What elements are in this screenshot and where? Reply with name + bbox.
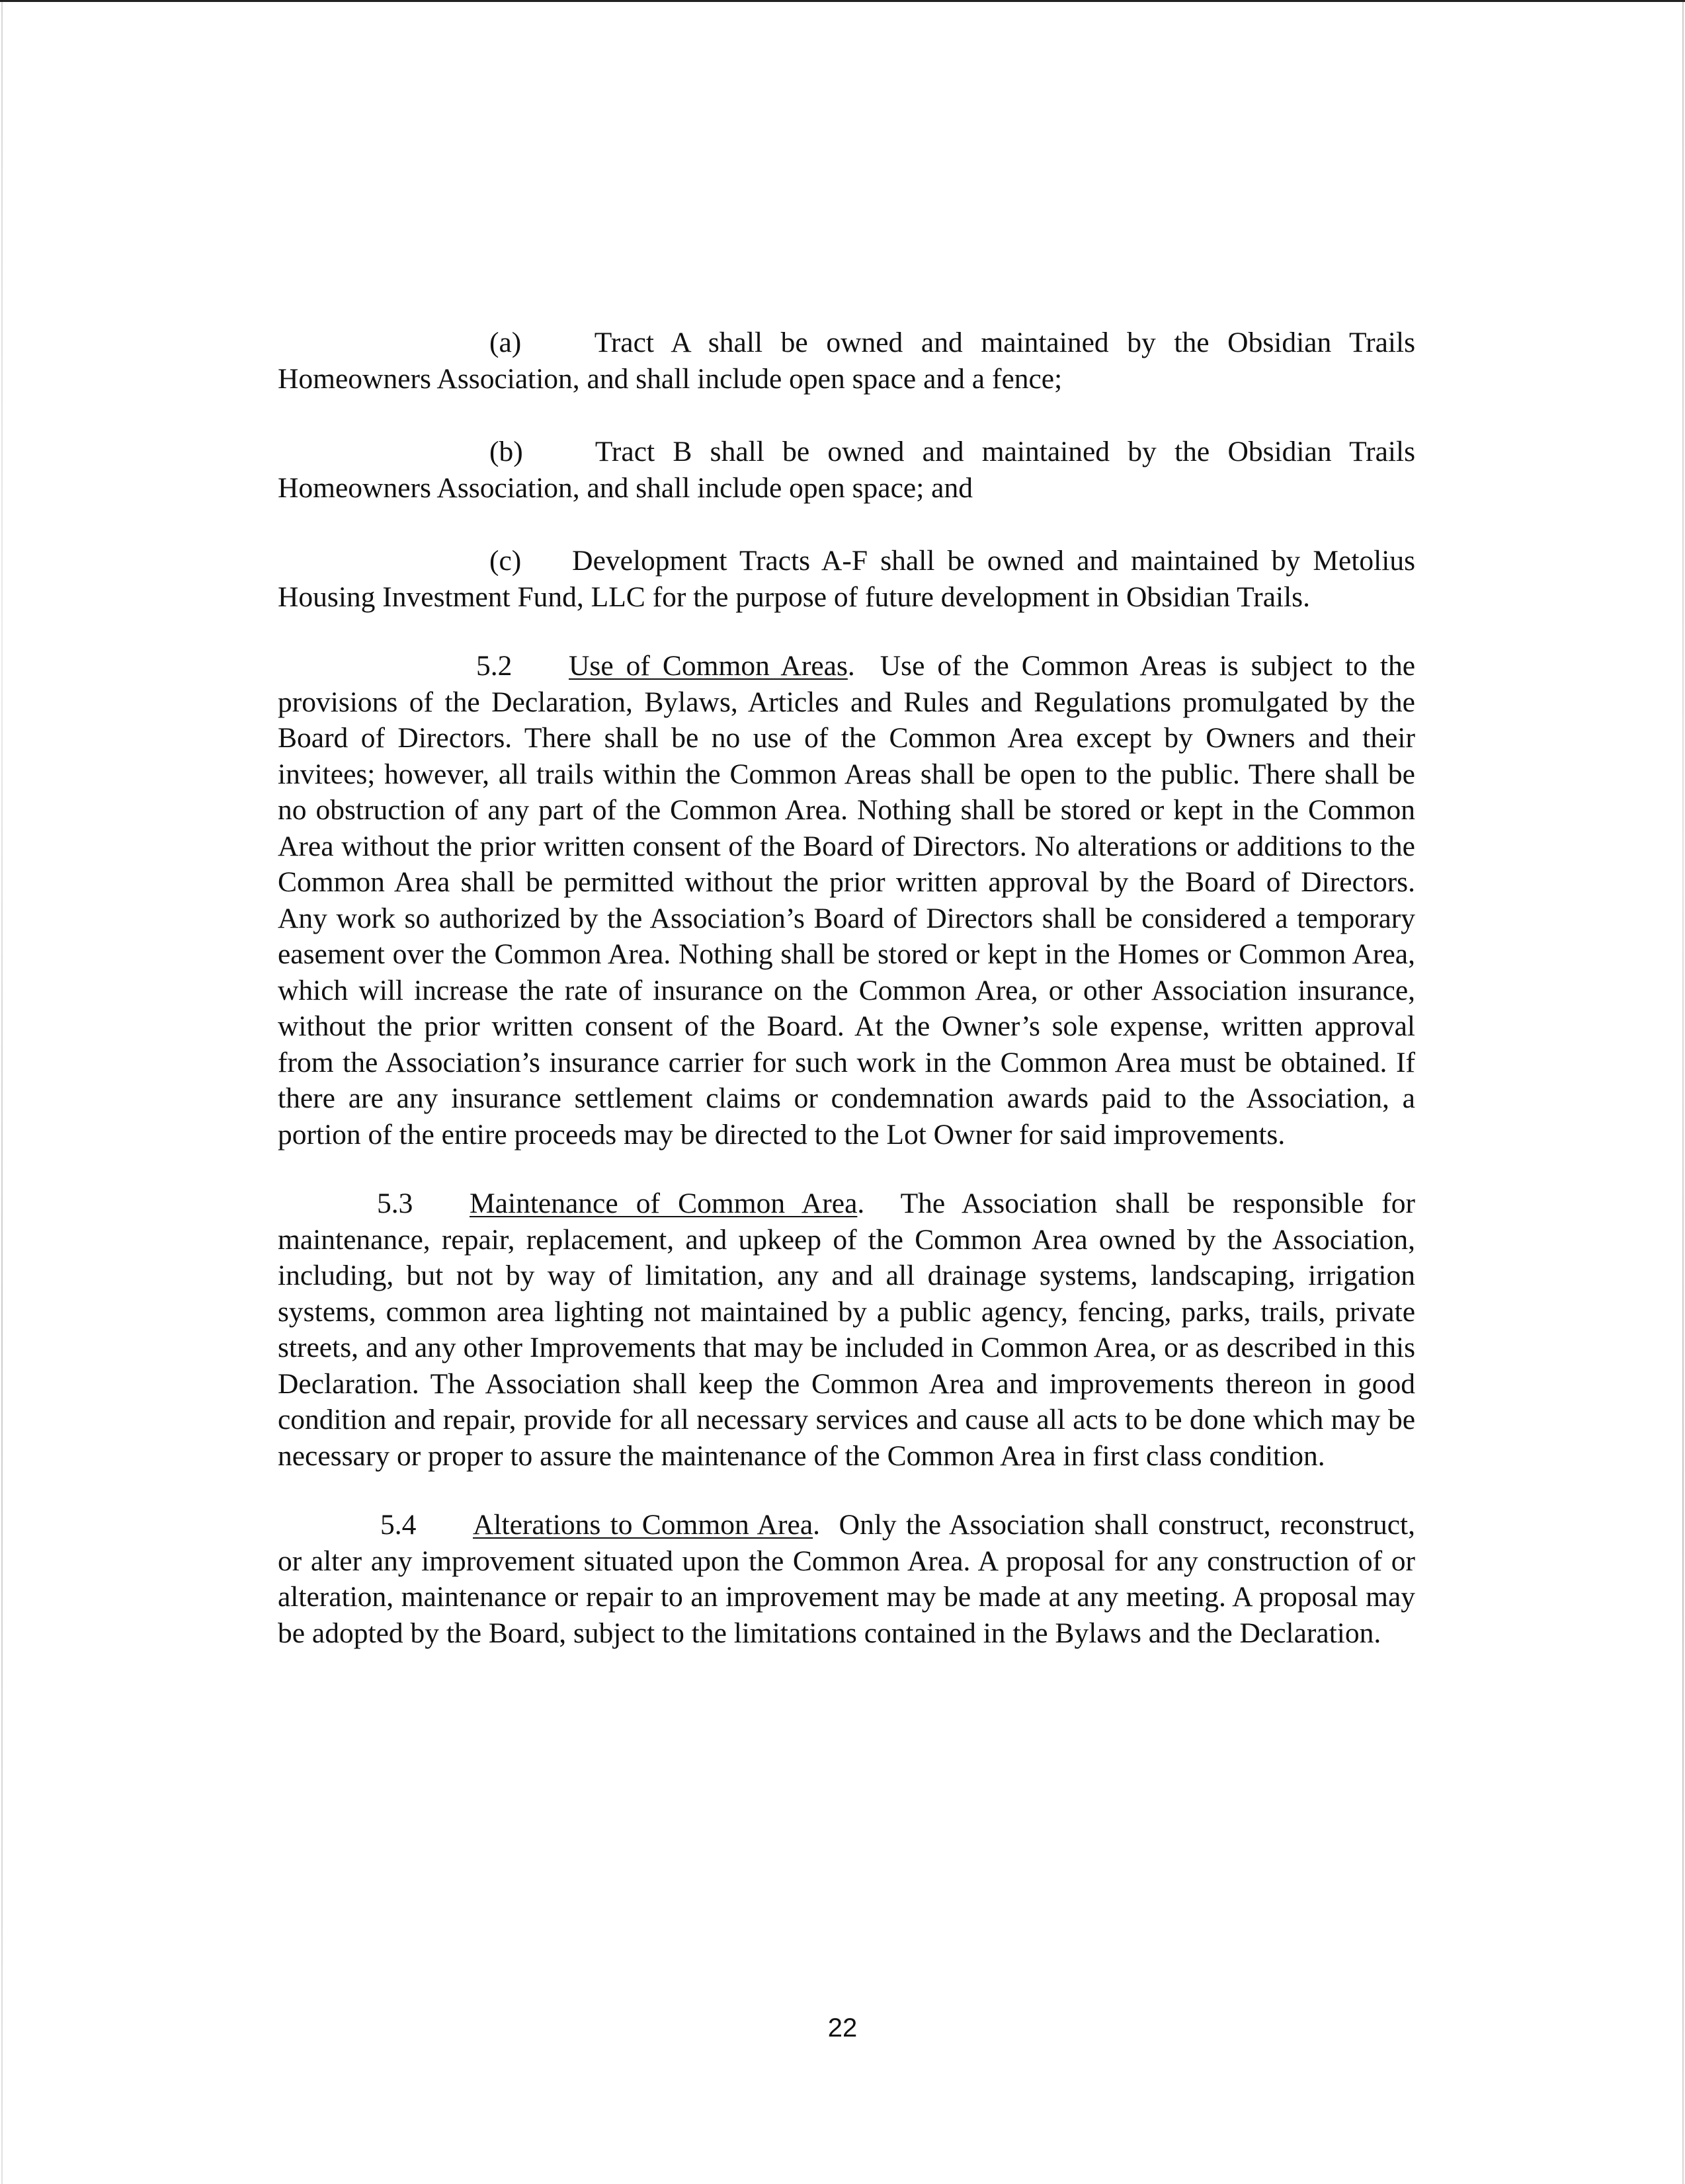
section-5-4-body: Only the Association shall construct, reconstruct, or alter any improvement situated upon the Common Area. A proposal for any construction of or alteration, maintenance or repair to an improvement may be made at any meeting. A proposal may be adopted by the Board, subject to the limitations contained in the Bylaws and the Declaration. [278,1509,1415,1649]
scan-edge-left [1,2,3,2184]
item-c [278,543,1415,615]
item-c-text: Development Tracts A-F shall be owned and maintained by Metolius Housing Investment Fund, LLC for the purpose of future development in Obsidian Trails. [278,545,1415,613]
section-5-4-number: 5.4 [380,1509,417,1541]
section-5-2-number: 5.2 [476,650,513,682]
item-b-text: Tract B shall be owned and maintained by the Obsidian Trails Homeowners Association, and shall include open space; and [278,436,1416,504]
item-c-label: (c) [489,545,522,577]
section-5-3-heading: Maintenance of Common Area [470,1188,858,1219]
section-5-4: 5.4 Alterations to Common Area. Only the Association shall construct, reconstruct, or alter any improvement situated upon the Common Area. A proposal for any construction of or alteration, maintenance or repair to an improvement may be made at any meeting. A proposal may be adopted by the Board, subject to the limitations contained in the Bylaws and the Declaration. [278,1507,1415,1651]
section-5-3-body: The Association shall be responsible for maintenance, repair, replacement, and upkeep of the Common Area owned by the Association, including, but not by way of limitation, any and all drainage systems, landscaping, irrigation systems, common area lighting not maintained by a public agency, fencing, parks, trails, private streets, and any other Improvements that may be included in Common Area, or as described in this Declaration. The Association shall keep the Common Area and improvements thereon in good condition and repair, provide for all necessary services and cause all acts to be done which may be necessary or proper to assure the maintenance of the Common Area in first class condition. [278,1188,1415,1472]
section-5-2-body: Use of the Common Areas is subject to the provisions of the Declaration, Bylaws, Articles and Rules and Regulations promulgated by the Board of Directors. There shall be no use of the Common Area except by Owners and their invitees; however, all trails within the Common Areas shall be open to the public. There shall be no obstruction of any part of the Common Area. Nothing shall be stored or kept in the Common Area without the prior written consent of the Board of Directors. No alterations or additions to the Common Area shall be permitted without the prior written approval by the Board of Directors. Any work so authorized by the Association’s Board of Directors shall be considered a temporary easement over the Common Area. Nothing shall be stored or kept in the Homes or Common Area, which will increase the rate of insurance on the Common Area, or other Association insurance, without the prior written consent of the Board. At the Owner’s sole expense, written approval from the Association’s insurance carrier for such work in the Common Area must be obtained. If there are any insurance settlement claims or condemnation awards paid to the Association, a portion of the entire proceeds may be directed to the Lot Owner for said improvements. [278,650,1416,1151]
scan-edge-right [1682,2,1684,2184]
section-5-3: 5.3 Maintenance of Common Area. The Association shall be responsible for maintenance, repair, replacement, and upkeep of the Common Area owned by the Association, including, but not by way of limitation, any and all drainage systems, landscaping, irrigation systems, common area lighting not maintained by a public agency, fencing, parks, trails, private streets, and any other Improvements that may be included in Common Area, or as described in this Declaration. The Association shall keep the Common Area and improvements thereon in good condition and repair, provide for all necessary services and cause all acts to be done which may be necessary or proper to assure the maintenance of the Common Area in first class condition. [278,1186,1415,1474]
section-5-3-number: 5.3 [377,1188,413,1219]
page-number: 22 [827,2013,858,2042]
item-a [278,325,1415,397]
item-b-label: (b) [489,436,523,467]
item-a-label: (a) [489,327,522,358]
section-5-2: 5.2 Use of Common Areas. Use of the Common Areas is subject to the provisions of the Declaration, Bylaws, Articles and Rules and Regulations promulgated by the Board of Directors. There shall be no use of the Common Area except by Owners and their invitees; however, all trails within the Common Areas shall be open to the public. There shall be no obstruction of any part of the Common Area. Nothing shall be stored or kept in the Common Area without the prior written consent of the Board of Directors. No alterations or additions to the Common Area shall be permitted without the prior written approval by the Board of Directors. Any work so authorized by the Association’s Board of Directors shall be considered a temporary easement over the Common Area. Nothing shall be stored or kept in the Homes or Common Area, which will increase the rate of insurance on the Common Area, or other Association insurance, without the prior written consent of the Board. At the Owner’s sole expense, written approval from the Association’s insurance carrier for such work in the Common Area must be obtained. If there are any insurance settlement claims or condemnation awards paid to the Association, a portion of the entire proceeds may be directed to the Lot Owner for said improvements. [278,648,1415,1153]
item-b [278,434,1415,506]
item-a-text: Tract A shall be owned and maintained by the Obsidian Trails Homeowners Association, and shall include open space and a fence; [278,327,1415,395]
document-body [278,325,1415,1651]
section-5-4-heading: Alterations to Common Area [473,1509,813,1541]
section-5-2-heading: Use of Common Areas [569,650,848,682]
